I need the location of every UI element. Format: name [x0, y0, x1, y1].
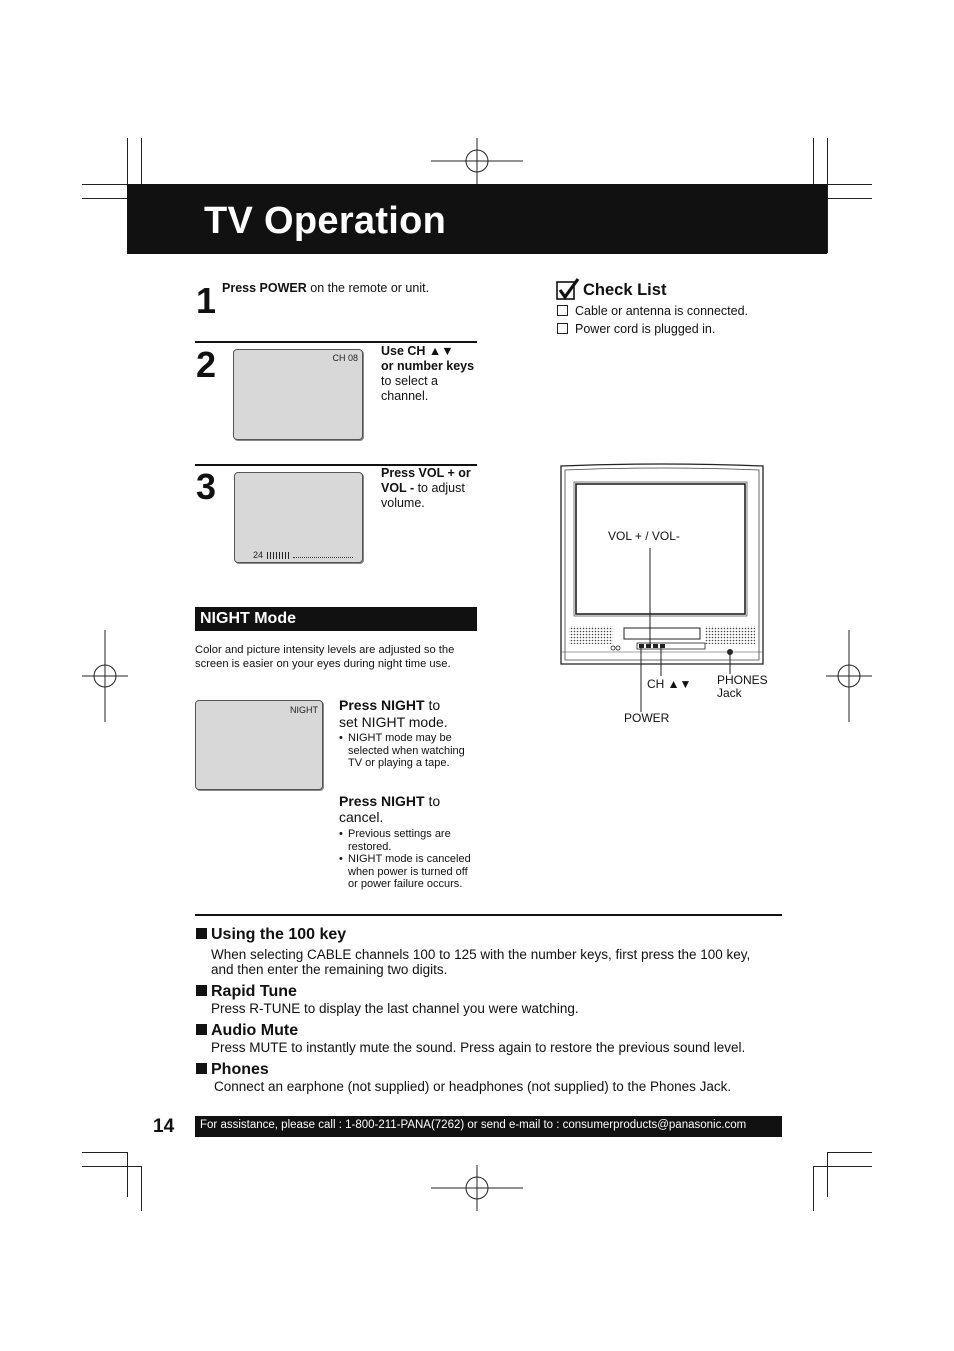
- step-3-text: Press VOL + or VOL - to adjust volume.: [381, 466, 471, 510]
- registration-mark-left: [82, 630, 128, 722]
- checkbox-icon: [557, 305, 568, 316]
- tv-label-channel: CH ▲▼: [647, 677, 692, 691]
- sections-rule: [195, 914, 782, 916]
- night-mode-description: Color and picture intensity levels are adjusted so the screen is easier on your eyes during night time use.: [195, 644, 455, 670]
- check-icon: [556, 278, 580, 302]
- footer-text: For assistance, please call : 1-800-211-PANA(7262) or send e-mail to : consumerproducts@panasonic.com: [200, 1119, 747, 1131]
- section-heading: Phones: [196, 1061, 269, 1079]
- tv-label-phones: PHONES Jack: [717, 673, 768, 700]
- tv-screen-volume: [234, 472, 363, 563]
- night-cancel-notes: [339, 828, 479, 891]
- step-3-number: 3: [196, 466, 217, 507]
- night-set-instruction: Press NIGHT to set NIGHT mode.: [339, 697, 448, 730]
- step-2-text: Use CH ▲▼ or number keys to select a channel.: [381, 344, 475, 403]
- osd-volume-level: 24: [253, 550, 264, 560]
- list-item: • NIGHT mode is canceled when power is turned off or power failure occurs.: [339, 853, 479, 891]
- list-item: • NIGHT mode may be selected when watching TV or playing a tape.: [339, 732, 479, 770]
- bullet-square-icon: [196, 928, 207, 939]
- step-2-number: 2: [196, 344, 217, 385]
- tv-screen-night: [195, 700, 323, 790]
- night-mode-header: NIGHT Mode: [195, 607, 477, 631]
- check-list-item: Cable or antenna is connected.: [557, 304, 748, 319]
- osd-night: NIGHT: [290, 705, 318, 715]
- bullet-square-icon: [196, 985, 207, 996]
- volume-track: [293, 557, 353, 559]
- section-heading: Audio Mute: [196, 1022, 298, 1040]
- registration-mark-bottom: [431, 1165, 523, 1211]
- speaker-grille-left: [569, 626, 613, 644]
- page-number: 14: [153, 1116, 175, 1137]
- step-1-text: Press POWER on the remote or unit.: [222, 281, 430, 295]
- check-list-title: Check List: [583, 281, 667, 299]
- tv-screen-channel: [233, 349, 363, 440]
- section-body: Press R-TUNE to display the last channel you were watching.: [211, 1001, 579, 1016]
- footer-bar: [195, 1116, 782, 1137]
- page-title: TV Operation: [204, 200, 447, 242]
- section-body: Press MUTE to instantly mute the sound. Press again to restore the previous sound level.: [211, 1040, 746, 1055]
- section-body: When selecting CABLE channels 100 to 125 with the number keys, first press the 100 key, and then enter the remaining two digits.: [211, 947, 751, 977]
- section-heading: Using the 100 key: [196, 926, 346, 944]
- bullet-square-icon: [196, 1024, 207, 1035]
- tv-label-power: POWER: [624, 711, 670, 725]
- step-1-number: 1: [196, 280, 217, 321]
- registration-mark-top: [431, 138, 523, 184]
- checkbox-icon: [557, 323, 568, 334]
- step-2-rule: [195, 341, 477, 343]
- registration-mark-right: [826, 630, 872, 722]
- check-list-item: Power cord is plugged in.: [557, 322, 715, 337]
- bullet-square-icon: [196, 1063, 207, 1074]
- osd-channel: CH 08: [332, 353, 358, 363]
- night-cancel-instruction: Press NIGHT to cancel.: [339, 793, 441, 825]
- section-body: Connect an earphone (not supplied) or headphones (not supplied) to the Phones Jack.: [214, 1079, 732, 1094]
- list-item: • Previous settings are restored.: [339, 828, 479, 853]
- volume-fill: [267, 552, 291, 559]
- night-set-notes: [339, 732, 479, 770]
- speaker-grille-right: [705, 626, 755, 644]
- tv-label-volume: VOL + / VOL-: [608, 529, 680, 543]
- section-heading: Rapid Tune: [196, 983, 297, 1001]
- osd-volume-bar: [267, 552, 353, 559]
